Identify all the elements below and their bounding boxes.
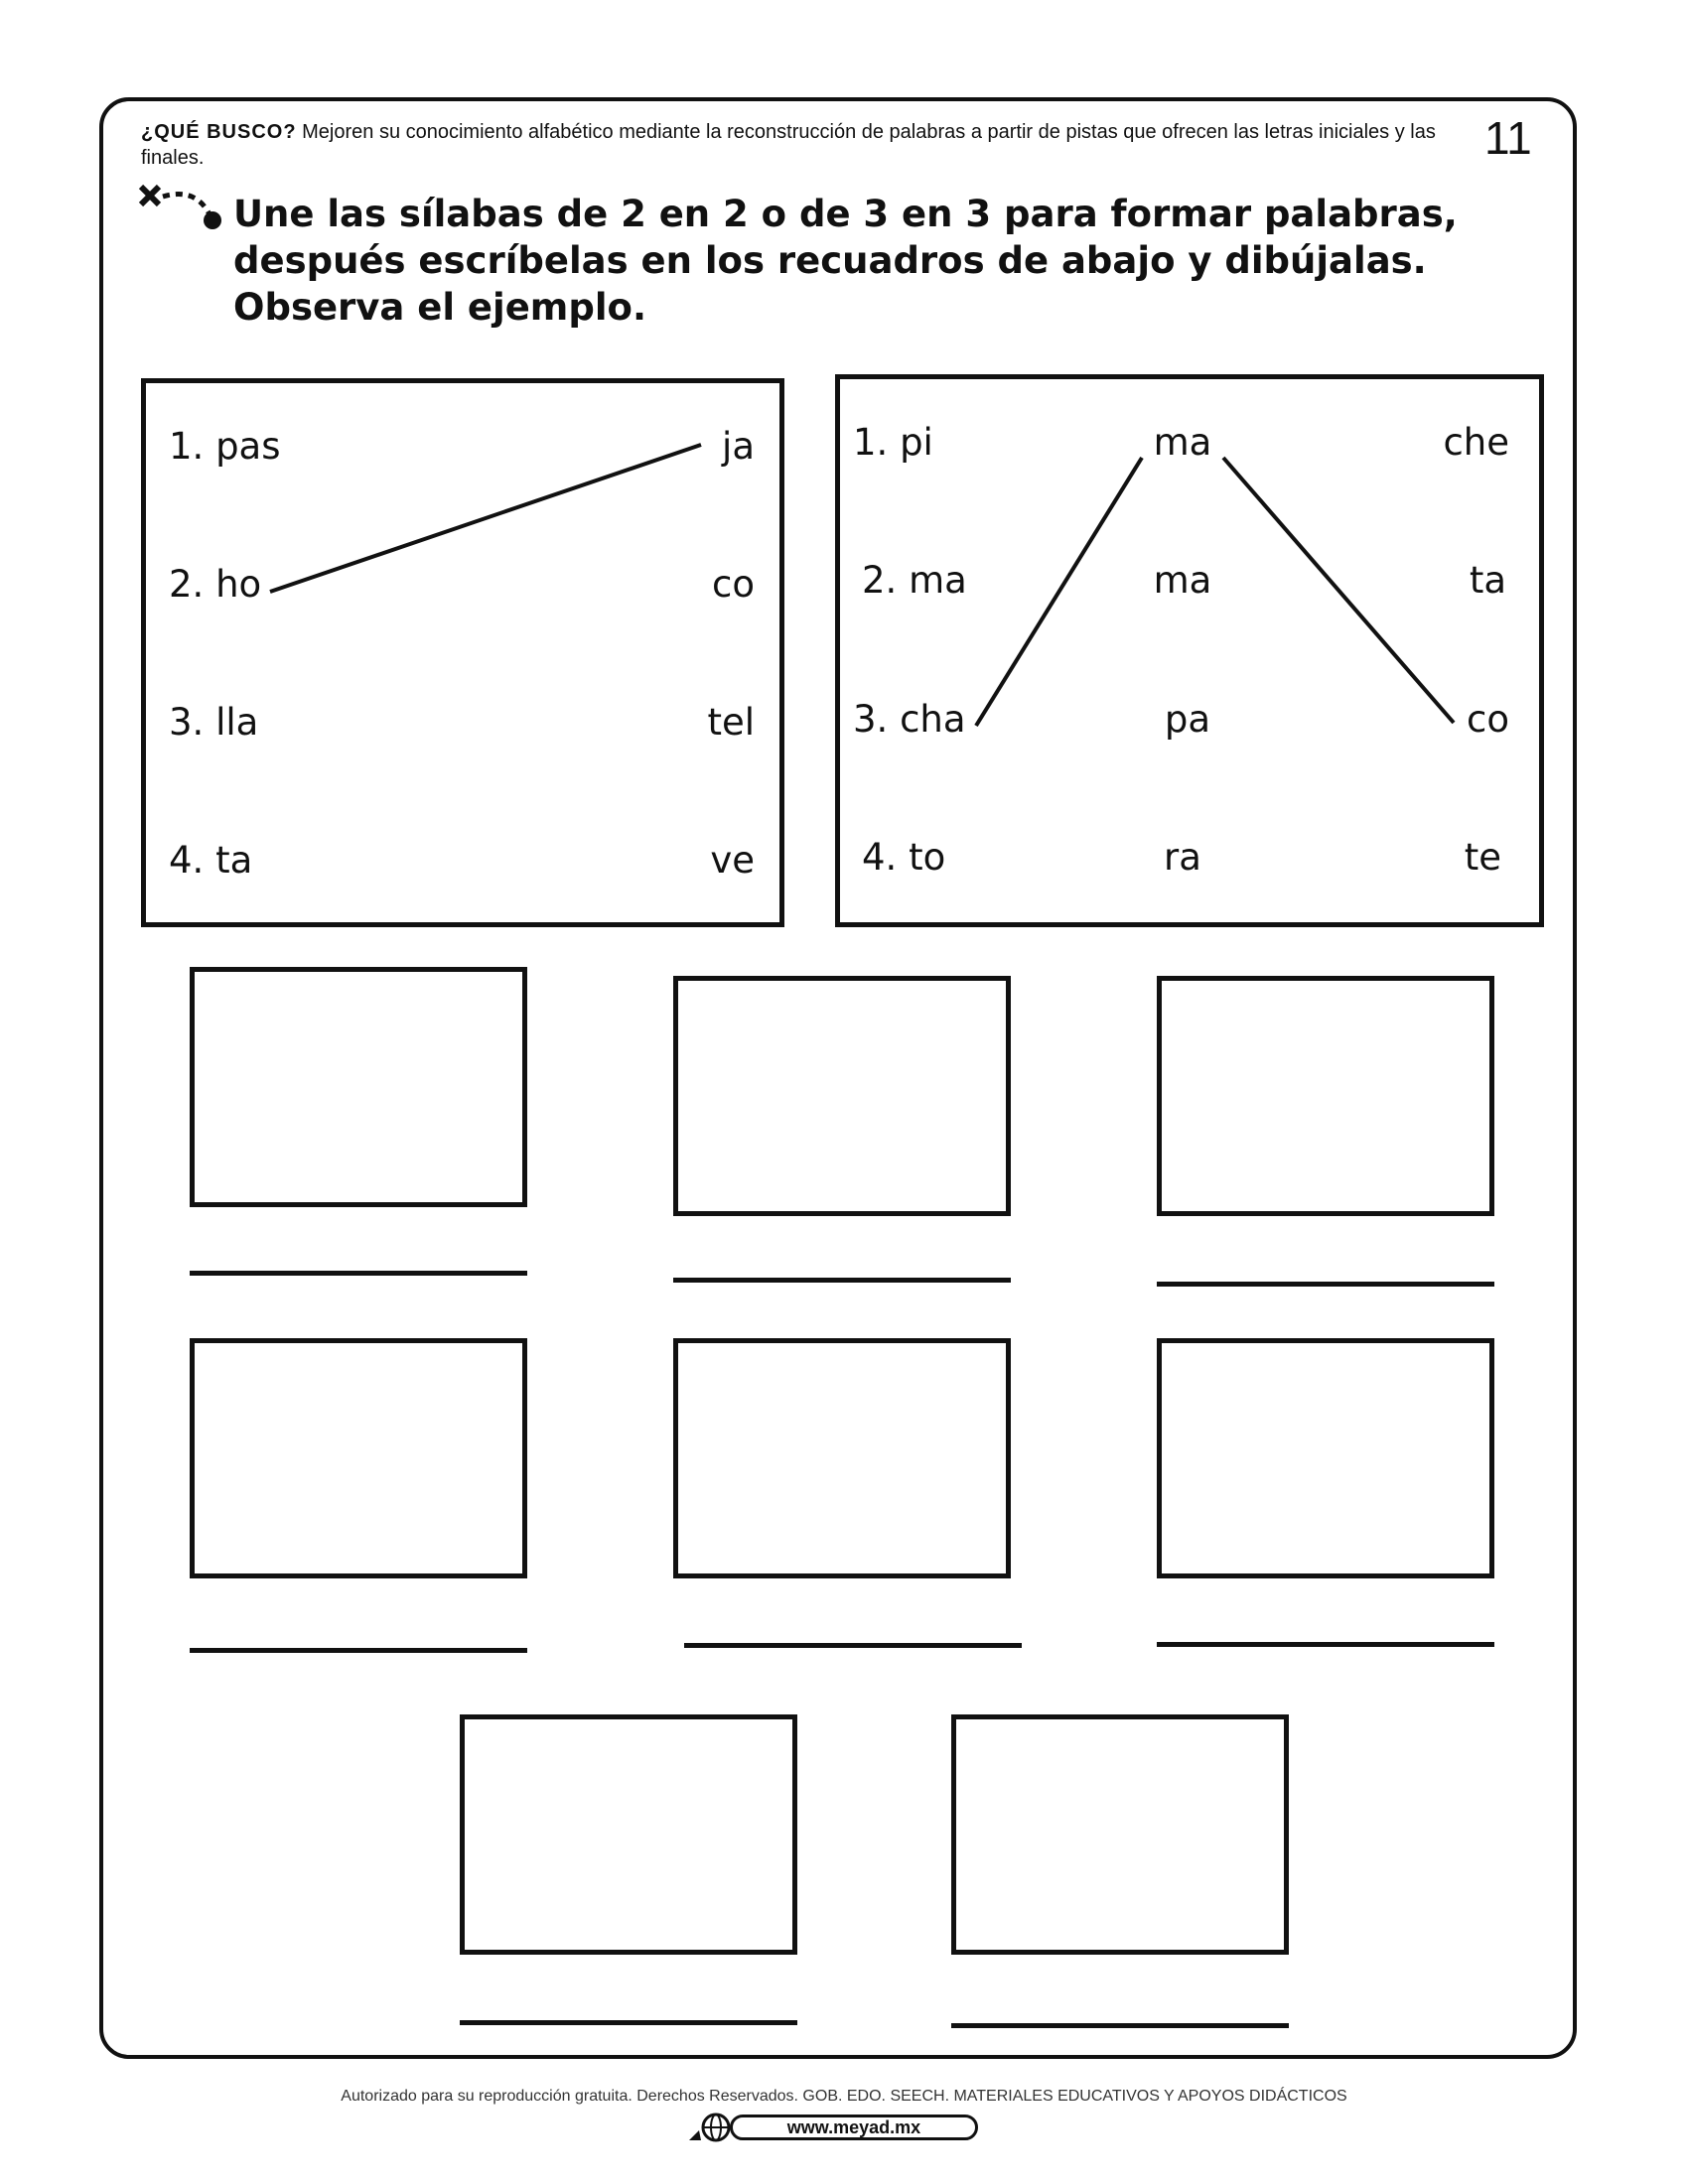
syllable-right-2: co [712, 563, 755, 606]
rights-notice: Autorizado para su reproducción gratuita. Derechos Reservados. GOB. EDO. SEECH. MATERIALES EDUCATIVOS Y APOYOS DIDÁCTICOS [341, 2088, 1347, 2105]
example-line-ma-co [1223, 458, 1454, 723]
syllable-middle-3: pa [1164, 698, 1211, 741]
page-number: 11 [1484, 112, 1532, 164]
drawing-box-4[interactable] [190, 1338, 527, 1578]
answer-line-5[interactable] [684, 1643, 1022, 1648]
instruction-text: Une las sílabas de 2 en 2 o de 3 en 3 para formar palabras, después escríbelas en los recuadros de abajo y dibújalas. Observa el ejemplo. [233, 193, 1458, 329]
answer-line-2[interactable] [673, 1278, 1011, 1283]
answer-line-8[interactable] [951, 2023, 1289, 2028]
syllable-first-3: 3. cha [853, 698, 966, 741]
syllable-right-3: tel [707, 701, 755, 744]
syllable-left-3: 3. lla [169, 701, 259, 744]
drawing-box-6[interactable] [1157, 1338, 1494, 1578]
que-busco-text: Mejoren su conocimiento alfabético mediante la reconstrucción de palabras a partir de pistas que ofrecen las letras iniciales y las finales. [141, 121, 1436, 169]
answer-line-1[interactable] [190, 1271, 527, 1276]
syllable-first-1: 1. pi [853, 421, 933, 464]
answer-line-3[interactable] [1157, 1282, 1494, 1287]
answer-line-7[interactable] [460, 2020, 797, 2025]
drawing-box-2[interactable] [673, 976, 1011, 1216]
syllable-left-4: 4. ta [169, 839, 253, 882]
syllable-left-2: 2. ho [169, 563, 262, 606]
drawing-box-1[interactable] [190, 967, 527, 1207]
syllable-left-1: 1. pas [169, 425, 281, 468]
drawing-box-3[interactable] [1157, 976, 1494, 1216]
answer-line-4[interactable] [190, 1648, 527, 1653]
drawing-box-5[interactable] [673, 1338, 1011, 1578]
answer-line-6[interactable] [1157, 1642, 1494, 1647]
syllable-last-4: te [1464, 836, 1501, 879]
syllable-right-1: ja [722, 425, 755, 468]
example-line-ho-ja [270, 445, 701, 592]
drawing-box-7[interactable] [460, 1714, 797, 1955]
syllable-middle-1: ma [1153, 421, 1212, 464]
website-url[interactable]: www.meyad.mx [730, 2115, 978, 2140]
syllable-last-2: ta [1469, 559, 1506, 602]
syllable-right-4: ve [710, 839, 755, 882]
syllable-first-2: 2. ma [862, 559, 967, 602]
example-line-cha-ma [976, 458, 1142, 726]
syllable-middle-2: ma [1153, 559, 1212, 602]
que-busco-label: ¿QUÉ BUSCO? [141, 121, 297, 143]
syllable-first-4: 4. to [862, 836, 946, 879]
syllable-middle-4: ra [1164, 836, 1201, 879]
syllable-last-3: co [1467, 698, 1509, 741]
globe-cursor-icon [685, 2111, 735, 2146]
syllable-last-1: che [1443, 421, 1509, 464]
drawing-box-8[interactable] [951, 1714, 1289, 1955]
